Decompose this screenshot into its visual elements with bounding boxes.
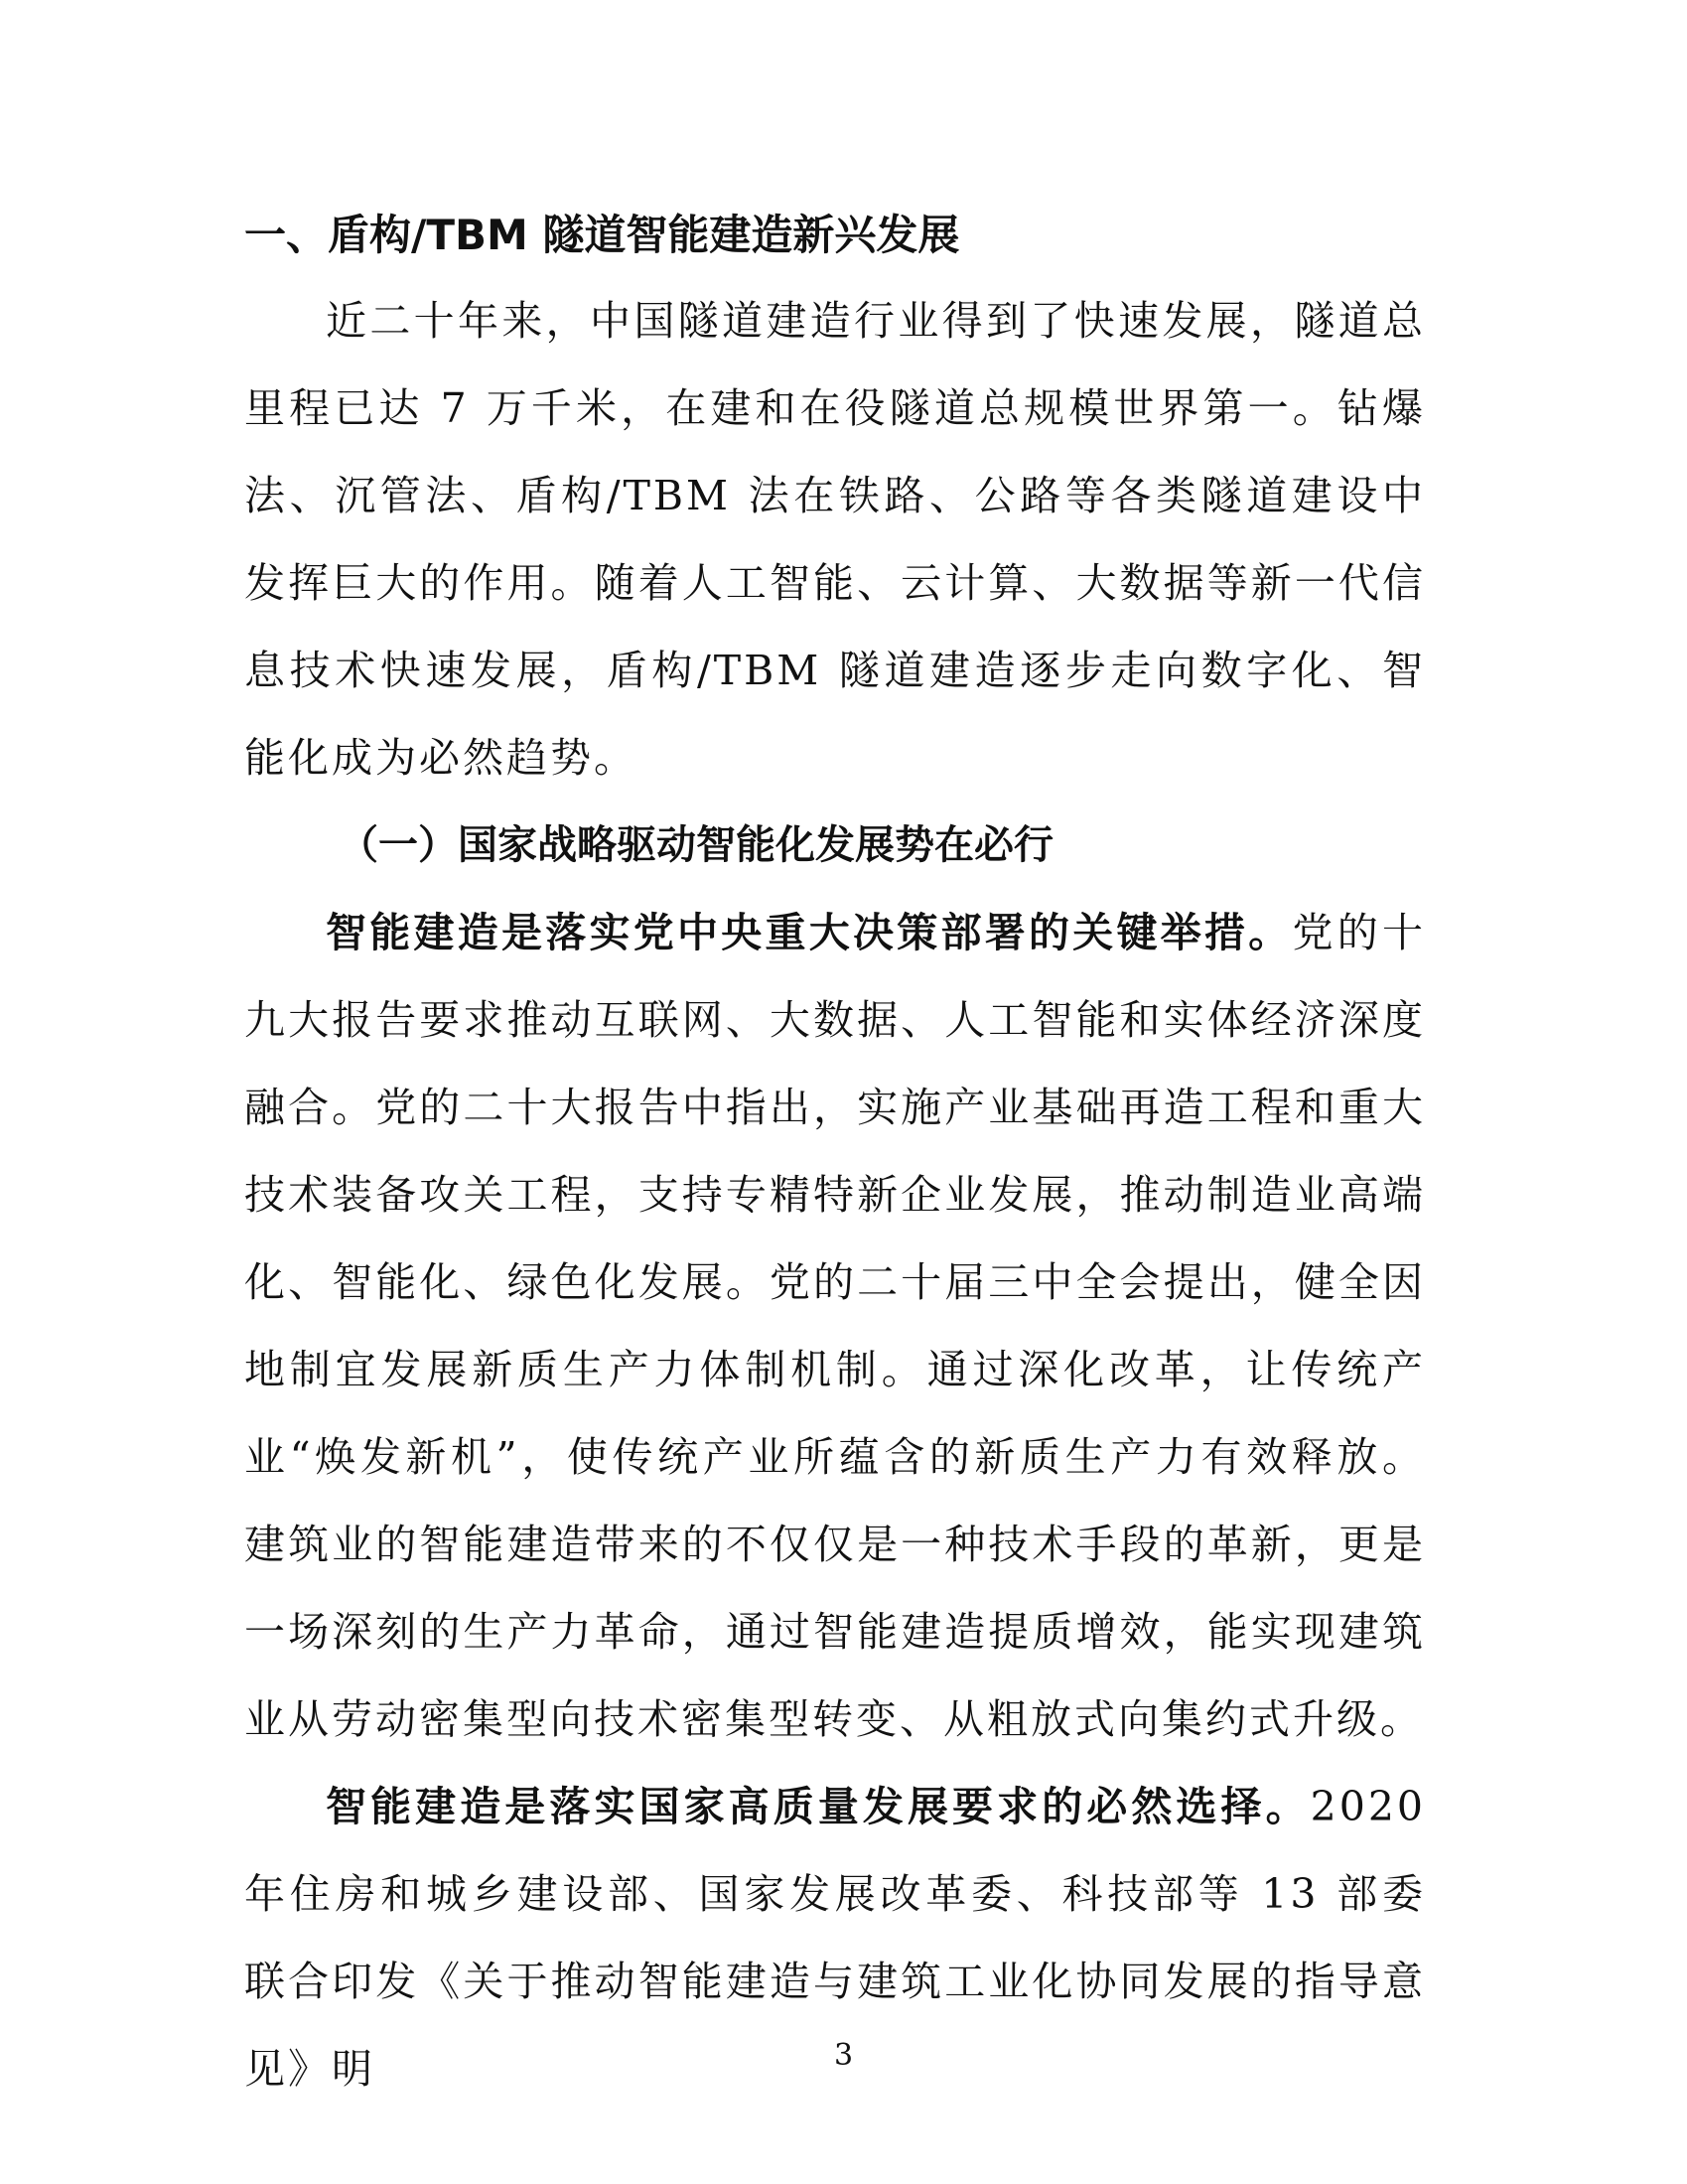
paragraph-policy-body: 党的十九大报告要求推动互联网、大数据、人工智能和实体经济深度融合。党的二十大报告中指出，实施产业基础再造工程和重大技术装备攻关工程，支持专精特新企业发展，推动制造业高端化、智能化、绿色化发展。党的二十届三中全会提出，健全因地制宜发展新质生产力体制机制。通过深化改革，让传统产业“焕发新机”，使传统产业所蕴含的新质生产力有效释放。建筑业的智能建造带来的不仅仅是一种技术手段的革新，更是一场深刻的生产力革命，通过智能建造提质增效，能实现建筑业从劳动密集型向技术密集型转变、从粗放式向集约式升级。 <box>244 909 1426 1743</box>
paragraph-policy <box>244 889 1426 1763</box>
paragraph-quality-lead: 智能建造是落实国家高质量发展要求的必然选择。 <box>326 1783 1311 1830</box>
page-number: 3 <box>833 2038 854 2073</box>
subsection-heading: （一）国家战略驱动智能化发展势在必行 <box>339 822 1054 868</box>
intro-paragraph: 近二十年来，中国隧道建造行业得到了快速发展，隧道总里程已达 7 万千米，在建和在役隧道总规模世界第一。钻爆法、沉管法、盾构/TBM 法在铁路、公路等各类隧道建设中发挥巨大的作用。随着人工智能、云计算、大数据等新一代信息技术快速发展，盾构/TBM 隧道建造逐步走向数字化、智能化成为必然趋势。 <box>244 297 1426 782</box>
section-heading: 一、盾构/TBM 隧道智能建造新兴发展 <box>244 211 960 259</box>
paragraph-quality-body: 2020 年住房和城乡建设部、国家发展改革委、科技部等 13 部委联合印发《关于推动智能建造与建筑工业化协同发展的指导意见》明 <box>244 1783 1426 2093</box>
paragraph-policy-lead: 智能建造是落实党中央重大决策部署的关键举措。 <box>326 909 1293 956</box>
page-content <box>244 194 1426 2112</box>
